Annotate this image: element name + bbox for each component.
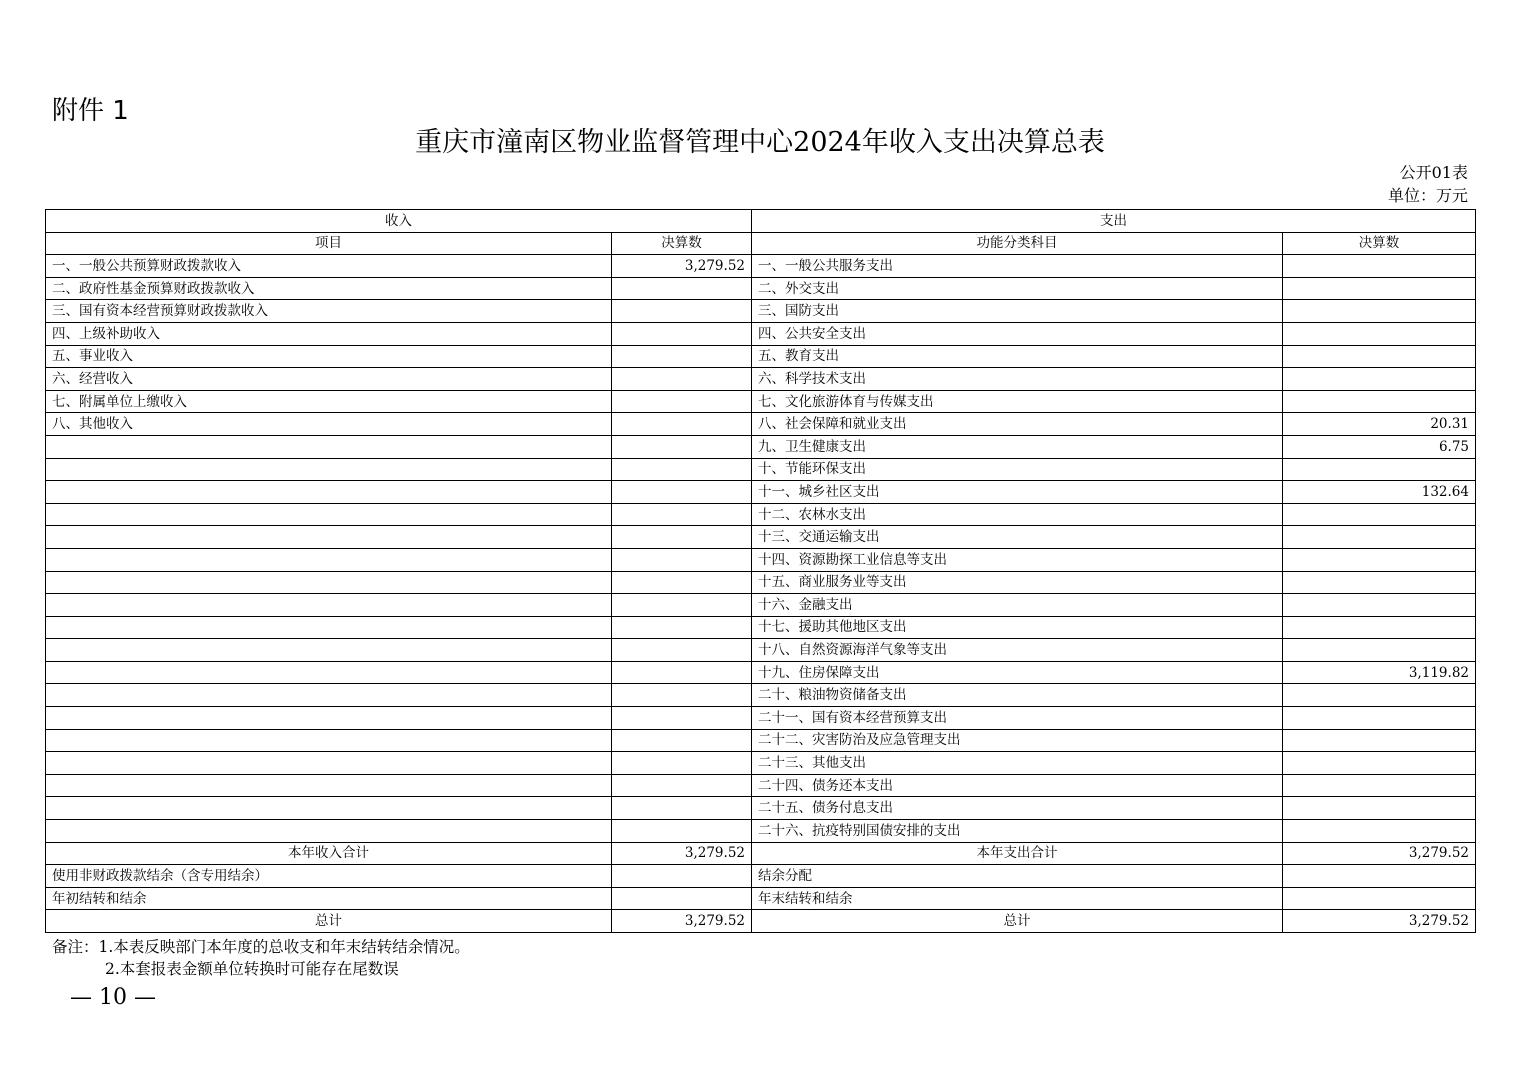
extra-row	[46, 887, 1476, 910]
expense-amount	[1283, 594, 1476, 617]
expense-amount	[1283, 774, 1476, 797]
total-expense-value: 3,279.52	[1283, 842, 1476, 865]
expense-item: 十六、金融支出	[752, 594, 1283, 617]
expense-amount	[1283, 277, 1476, 300]
expense-amount: 6.75	[1283, 435, 1476, 458]
page-number: — 10 —	[70, 985, 156, 1010]
income-amount	[612, 390, 752, 413]
income-amount	[612, 413, 752, 436]
expense-item: 二十四、债务还本支出	[752, 774, 1283, 797]
expense-item: 九、卫生健康支出	[752, 435, 1283, 458]
section-header-row	[46, 210, 1476, 233]
table-row	[46, 752, 1476, 775]
expense-amount	[1283, 820, 1476, 843]
expense-item: 十九、住房保障支出	[752, 661, 1283, 684]
expense-amount	[1283, 865, 1476, 888]
income-item	[46, 797, 612, 820]
column-header-row	[46, 232, 1476, 255]
expense-amount	[1283, 887, 1476, 910]
income-item: 四、上级补助收入	[46, 322, 612, 345]
expense-item: 二十六、抗疫特别国债安排的支出	[752, 820, 1283, 843]
income-item	[46, 503, 612, 526]
income-amount	[612, 300, 752, 323]
table-row	[46, 322, 1476, 345]
table-row	[46, 571, 1476, 594]
table-row	[46, 548, 1476, 571]
expense-amount	[1283, 526, 1476, 549]
income-item: 七、附属单位上缴收入	[46, 390, 612, 413]
income-amount	[612, 684, 752, 707]
expense-amount	[1283, 548, 1476, 571]
table-row	[46, 594, 1476, 617]
expense-item: 二十、粮油物资储备支出	[752, 684, 1283, 707]
table-row	[46, 458, 1476, 481]
col-func-header: 功能分类科目	[752, 232, 1283, 255]
income-item	[46, 639, 612, 662]
table-row	[46, 390, 1476, 413]
income-amount	[612, 548, 752, 571]
income-amount	[612, 707, 752, 730]
income-amount	[612, 820, 752, 843]
expense-amount	[1283, 390, 1476, 413]
expense-amount	[1283, 322, 1476, 345]
expense-item: 十三、交通运输支出	[752, 526, 1283, 549]
income-amount	[612, 774, 752, 797]
expense-item: 十二、农林水支出	[752, 503, 1283, 526]
table-code: 公开01表	[1399, 163, 1468, 182]
expense-item: 二十三、其他支出	[752, 752, 1283, 775]
table-row	[46, 820, 1476, 843]
income-item: 八、其他收入	[46, 413, 612, 436]
income-item	[46, 435, 612, 458]
expense-amount	[1283, 255, 1476, 278]
table-row	[46, 255, 1476, 278]
table-row	[46, 797, 1476, 820]
expense-amount	[1283, 345, 1476, 368]
income-item	[46, 707, 612, 730]
income-item	[46, 661, 612, 684]
grand-total-row	[46, 910, 1476, 933]
income-amount	[612, 458, 752, 481]
income-item: 二、政府性基金预算财政拨款收入	[46, 277, 612, 300]
expense-amount: 3,119.82	[1283, 661, 1476, 684]
expense-amount	[1283, 752, 1476, 775]
table-row	[46, 616, 1476, 639]
expense-amount	[1283, 616, 1476, 639]
page-title: 重庆市潼南区物业监督管理中心2024年收入支出决算总表	[415, 127, 1105, 158]
expense-amount	[1283, 503, 1476, 526]
unit-label: 单位：万元	[1387, 186, 1468, 205]
expense-item: 八、社会保障和就业支出	[752, 413, 1283, 436]
expense-item: 二十二、灾害防治及应急管理支出	[752, 729, 1283, 752]
expense-item: 十、节能环保支出	[752, 458, 1283, 481]
table-row	[46, 368, 1476, 391]
table-row	[46, 300, 1476, 323]
income-item	[46, 820, 612, 843]
note-2: 2.本套报表金额单位转换时可能存在尾数误	[105, 960, 399, 978]
income-item: 三、国有资本经营预算财政拨款收入	[46, 300, 612, 323]
income-item	[46, 481, 612, 504]
table-row	[46, 413, 1476, 436]
income-amount	[612, 503, 752, 526]
table-row	[46, 526, 1476, 549]
expense-item: 十四、资源勘探工业信息等支出	[752, 548, 1283, 571]
income-amount	[612, 526, 752, 549]
income-item	[46, 616, 612, 639]
expense-amount	[1283, 300, 1476, 323]
income-item: 六、经营收入	[46, 368, 612, 391]
expense-amount	[1283, 797, 1476, 820]
expense-amount	[1283, 458, 1476, 481]
income-amount	[612, 368, 752, 391]
table-row	[46, 684, 1476, 707]
income-amount	[612, 752, 752, 775]
income-item: 五、事业收入	[46, 345, 612, 368]
total-income-value: 3,279.52	[612, 842, 752, 865]
grand-total-value-left: 3,279.52	[612, 910, 752, 933]
income-amount	[612, 729, 752, 752]
income-amount	[612, 887, 752, 910]
table-row	[46, 729, 1476, 752]
income-amount	[612, 345, 752, 368]
income-amount	[612, 661, 752, 684]
expense-item: 二十一、国有资本经营预算支出	[752, 707, 1283, 730]
grand-total-label-right: 总计	[752, 910, 1283, 933]
table-row	[46, 277, 1476, 300]
expense-item: 三、国防支出	[752, 300, 1283, 323]
table-row	[46, 707, 1476, 730]
income-item	[46, 594, 612, 617]
table-row	[46, 435, 1476, 458]
table-row	[46, 345, 1476, 368]
total-expense-label: 本年支出合计	[752, 842, 1283, 865]
col-amount2-header: 决算数	[1283, 232, 1476, 255]
income-amount	[612, 322, 752, 345]
income-amount	[612, 277, 752, 300]
income-header: 收入	[46, 210, 752, 233]
note-1: 备注：1.本表反映部门本年度的总收支和年末结转结余情况。	[52, 938, 470, 956]
expense-amount	[1283, 729, 1476, 752]
table-row	[46, 481, 1476, 504]
income-item	[46, 571, 612, 594]
income-item: 一、一般公共预算财政拨款收入	[46, 255, 612, 278]
table-row	[46, 774, 1476, 797]
expense-item: 年末结转和结余	[752, 887, 1283, 910]
col-amount-header: 决算数	[612, 232, 752, 255]
expense-item: 五、教育支出	[752, 345, 1283, 368]
table-row	[46, 639, 1476, 662]
expense-amount	[1283, 639, 1476, 662]
col-item-header: 项目	[46, 232, 612, 255]
income-item	[46, 458, 612, 481]
expense-item: 十八、自然资源海洋气象等支出	[752, 639, 1283, 662]
income-item	[46, 752, 612, 775]
expense-amount	[1283, 368, 1476, 391]
income-item	[46, 526, 612, 549]
income-amount	[612, 571, 752, 594]
income-amount	[612, 481, 752, 504]
income-amount	[612, 865, 752, 888]
grand-total-label-left: 总计	[46, 910, 612, 933]
income-item: 使用非财政拨款结余（含专用结余）	[46, 865, 612, 888]
income-amount	[612, 616, 752, 639]
expense-amount: 20.31	[1283, 413, 1476, 436]
attachment-label: 附件 1	[52, 96, 129, 126]
expense-item: 十一、城乡社区支出	[752, 481, 1283, 504]
expense-header: 支出	[752, 210, 1476, 233]
expense-item: 七、文化旅游体育与传媒支出	[752, 390, 1283, 413]
income-item	[46, 729, 612, 752]
income-amount: 3,279.52	[612, 255, 752, 278]
year-total-row	[46, 842, 1476, 865]
extra-row	[46, 865, 1476, 888]
expense-item: 四、公共安全支出	[752, 322, 1283, 345]
expense-item: 二、外交支出	[752, 277, 1283, 300]
budget-table	[45, 209, 1476, 933]
expense-amount: 132.64	[1283, 481, 1476, 504]
income-amount	[612, 639, 752, 662]
table-row	[46, 503, 1476, 526]
expense-item: 二十五、债务付息支出	[752, 797, 1283, 820]
income-amount	[612, 594, 752, 617]
expense-amount	[1283, 684, 1476, 707]
table-row	[46, 661, 1476, 684]
income-item	[46, 548, 612, 571]
expense-item: 一、一般公共服务支出	[752, 255, 1283, 278]
income-item: 年初结转和结余	[46, 887, 612, 910]
income-amount	[612, 435, 752, 458]
expense-item: 结余分配	[752, 865, 1283, 888]
income-item	[46, 684, 612, 707]
expense-item: 十七、援助其他地区支出	[752, 616, 1283, 639]
grand-total-value-right: 3,279.52	[1283, 910, 1476, 933]
income-amount	[612, 797, 752, 820]
income-item	[46, 774, 612, 797]
total-income-label: 本年收入合计	[46, 842, 612, 865]
expense-amount	[1283, 707, 1476, 730]
expense-amount	[1283, 571, 1476, 594]
expense-item: 十五、商业服务业等支出	[752, 571, 1283, 594]
expense-item: 六、科学技术支出	[752, 368, 1283, 391]
